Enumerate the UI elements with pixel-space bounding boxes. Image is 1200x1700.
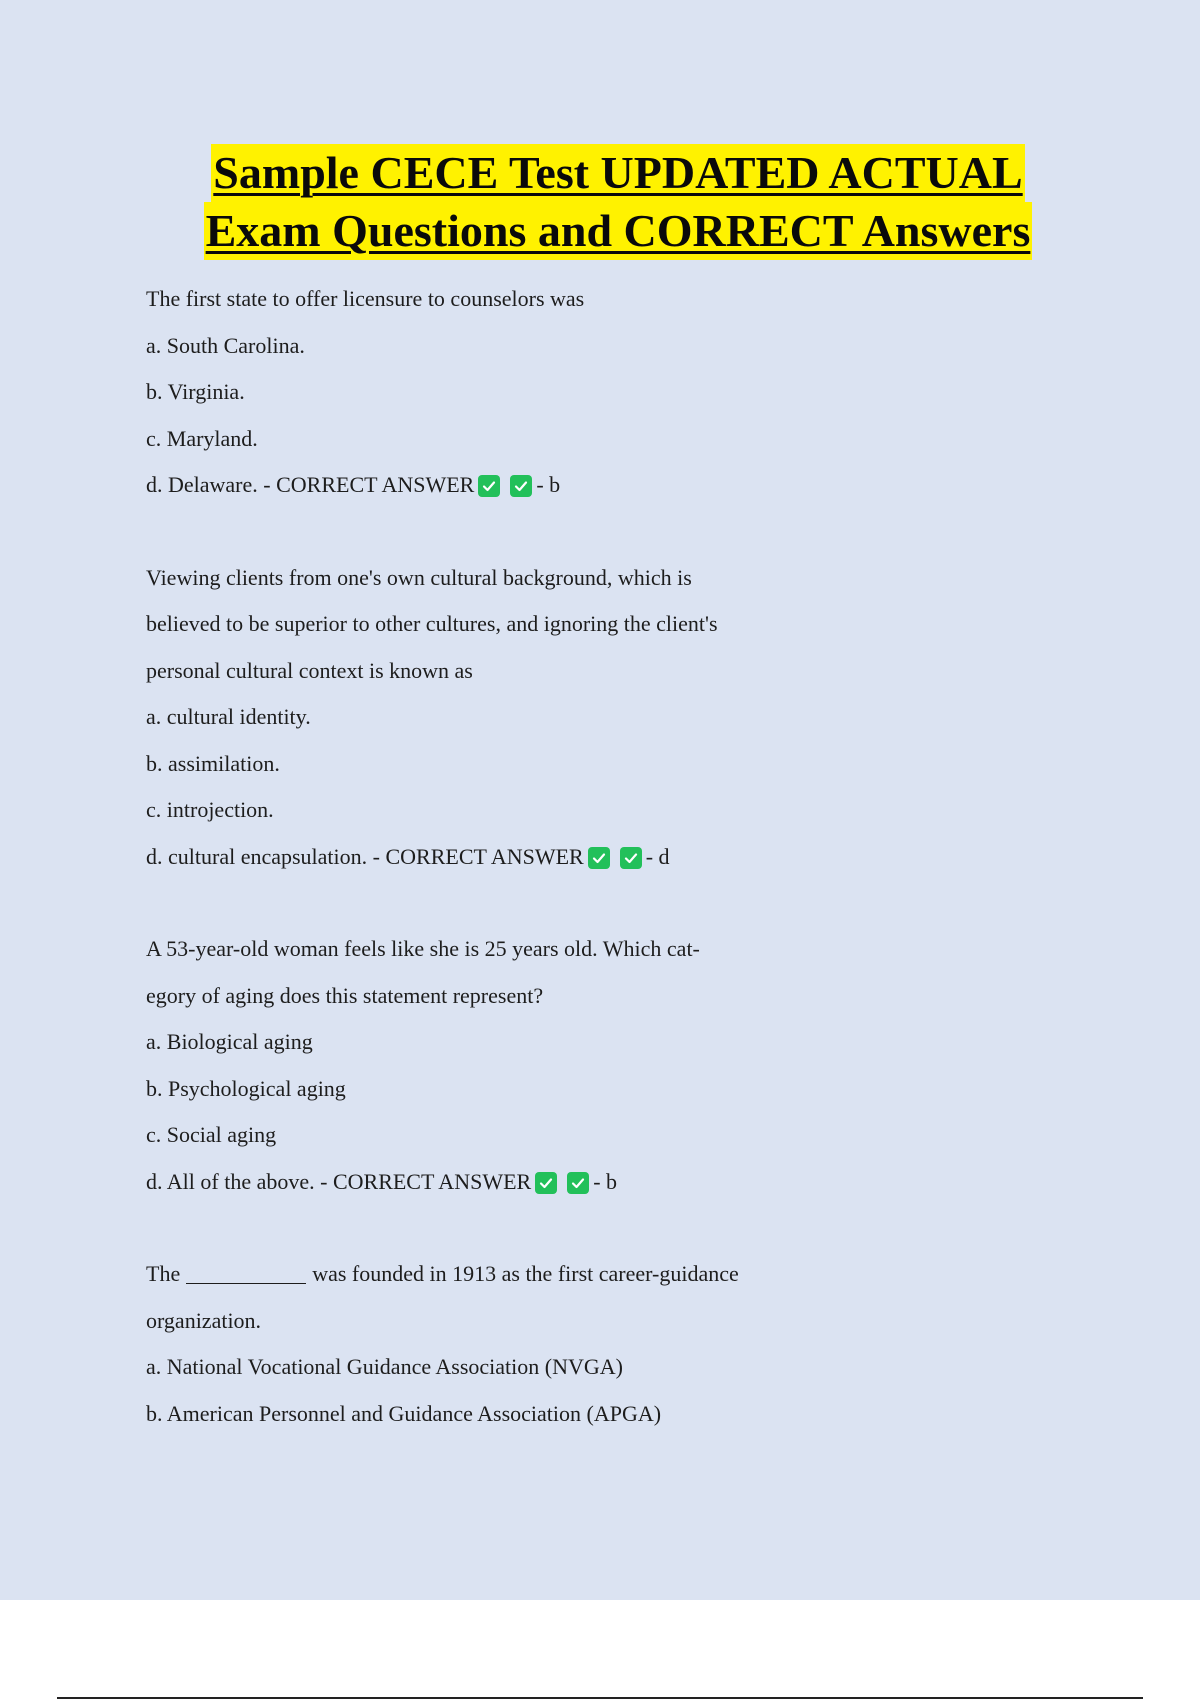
question-text: A 53-year-old woman feels like she is 25 years old. Which cat- — [146, 936, 700, 961]
check-mark-icon — [510, 475, 532, 497]
option-b: b. assimilation. — [146, 750, 280, 776]
check-mark-icon — [588, 847, 610, 869]
option-a: a. South Carolina. — [146, 332, 305, 358]
question-2 — [146, 555, 1006, 881]
option-c: c. Maryland. — [146, 425, 258, 451]
question-gap — [146, 880, 1006, 926]
question-3 — [146, 926, 1006, 1205]
option-d-with-answer — [146, 462, 1006, 509]
option-d: d. cultural encapsulation. - CORRECT ANSWER — [146, 843, 584, 869]
check-mark-icon — [535, 1172, 557, 1194]
question-gap — [146, 509, 1006, 555]
questions-list — [146, 276, 1006, 1437]
option-b: b. Virginia. — [146, 379, 245, 404]
question-text-start: The — [146, 1261, 181, 1286]
document-title — [178, 144, 1058, 260]
option-d-with-answer — [146, 1159, 1006, 1206]
check-mark-icon — [567, 1172, 589, 1194]
option-a: a. cultural identity. — [146, 704, 311, 729]
correct-answer-value: - b — [593, 1168, 618, 1194]
option-c: c. introjection. — [146, 797, 274, 822]
option-a: a. Biological aging — [146, 1029, 313, 1054]
question-text — [146, 1251, 1006, 1298]
option-d: d. All of the above. - CORRECT ANSWER — [146, 1168, 532, 1194]
title-line-1: Sample CECE Test UPDATED ACTUAL — [211, 144, 1024, 202]
check-mark-icon — [478, 475, 500, 497]
check-mark-icon — [620, 847, 642, 869]
question-gap — [146, 1205, 1006, 1251]
correct-answer-value: - b — [536, 472, 561, 497]
question-text: Viewing clients from one's own cultural background, which is — [146, 564, 692, 590]
title-line-2: Exam Questions and CORRECT Answers — [204, 202, 1033, 260]
option-b: b. Psychological aging — [146, 1075, 346, 1101]
option-a: a. National Vocational Guidance Association (NVGA) — [146, 1354, 623, 1379]
question-text-end: was founded in 1913 as the first career-guidance — [312, 1261, 739, 1286]
question-text: egory of aging does this statement represent? — [146, 982, 544, 1008]
correct-answer-value: - d — [645, 843, 670, 869]
option-c: c. Social aging — [146, 1122, 277, 1147]
option-d-with-answer — [146, 834, 1006, 881]
footer-divider — [57, 1697, 1143, 1699]
fill-in-blank — [186, 1261, 306, 1284]
option-d: d. Delaware. - CORRECT ANSWER — [146, 472, 475, 497]
question-1 — [146, 276, 1006, 509]
question-text: believed to be superior to other cultures, and ignoring the client's — [146, 611, 718, 636]
question-text: organization. — [146, 1307, 262, 1333]
question-text: personal cultural context is known as — [146, 657, 473, 683]
question-text: The first state to offer licensure to counselors was — [146, 286, 585, 311]
option-b: b. American Personnel and Guidance Association (APGA) — [146, 1400, 662, 1426]
question-4 — [146, 1251, 1006, 1437]
